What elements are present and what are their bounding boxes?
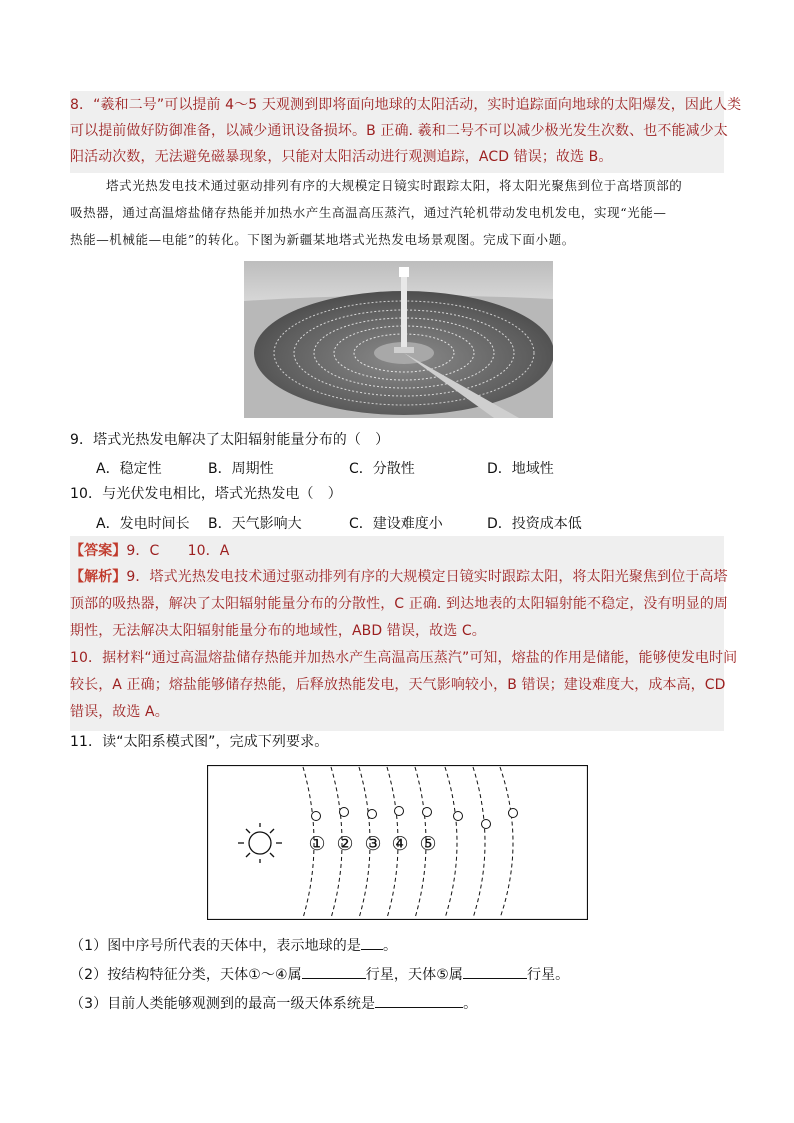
q9-option-c: C．分散性 xyxy=(349,461,415,477)
planet-6 xyxy=(454,812,463,821)
analysis-text-1: 9．塔式光热发电技术通过驱动排列有序的大规模定日镜实时跟踪太阳，将太阳光聚焦到位于高塔 xyxy=(126,569,728,585)
planet-7 xyxy=(482,820,491,829)
planet-4 xyxy=(395,807,404,816)
analysis-line-3: 期性，无法解决太阳辐射能量分布的地域性，ABD 错误，故选 C。 xyxy=(70,623,486,639)
q11-sub1 xyxy=(70,933,397,959)
q11-sub3-blank[interactable] xyxy=(375,993,463,1008)
q10-stem: 10．与光伏发电相比，塔式光热发电（ ） xyxy=(70,486,342,502)
label-2: ② xyxy=(336,833,354,855)
q11-sub3 xyxy=(70,991,477,1017)
q8-line-2: 可以提前做好防御准备，以减少通讯设备损坏。B 正确. 羲和二号不可以减少极光发生次数、也不能减少太 xyxy=(70,123,728,139)
q10-option-c: C．建设难度小 xyxy=(349,516,443,532)
analysis-line-1 xyxy=(70,564,728,590)
analysis-tag: 【解析】 xyxy=(70,569,127,585)
q11-sub2-text-a: （2）按结构特征分类，天体①～④属 xyxy=(70,967,302,983)
label-1: ① xyxy=(308,833,326,855)
label-5: ⑤ xyxy=(419,833,437,855)
answer-tag: 【答案】 xyxy=(70,543,127,559)
q9-option-d: D．地域性 xyxy=(487,461,554,477)
answer-text: 9．C 10．A xyxy=(126,543,230,559)
planet-5 xyxy=(423,808,432,817)
planet-1 xyxy=(312,812,321,821)
q9-option-b: B．周期性 xyxy=(208,461,274,477)
q10-option-a: A．发电时间长 xyxy=(96,516,190,532)
intro-material xyxy=(70,172,724,253)
intro-line-1: 塔式光热发电技术通过驱动排列有序的大规模定日镜实时跟踪太阳，将太阳光聚焦到位于高塔顶部的 xyxy=(106,178,683,193)
q9-option-a: A．稳定性 xyxy=(96,461,162,477)
analysis-line-4: 10．据材料“通过高温熔盐储存热能并加热水产生高温高压蒸汽”可知，熔盐的作用是储能，能够使发电时间 xyxy=(70,650,738,666)
q11-sub2-blank-1[interactable] xyxy=(302,964,366,979)
planet-2 xyxy=(340,808,349,817)
planet-8 xyxy=(509,809,518,818)
solar-tower-plant-photo xyxy=(244,261,553,418)
analysis-line-6: 错误，故选 A。 xyxy=(70,704,169,720)
q11-sub2 xyxy=(70,962,569,988)
intro-line-3: 热能—机械能—电能”的转化。下图为新疆某地塔式光热发电场景观图。完成下面小题。 xyxy=(70,232,575,247)
planet-3 xyxy=(368,810,377,819)
analysis-line-2: 顶部的吸热器，解决了太阳辐射能量分布的分散性，C 正确. 到达地表的太阳辐射能不稳定，没有明显的周 xyxy=(70,596,729,612)
q11-stem: 11．读“太阳系模式图”，完成下列要求。 xyxy=(70,734,329,750)
q8-line-1: 8．“羲和二号”可以提前 4～5 天观测到即将面向地球的太阳活动，实时追踪面向地球的太阳爆发，因此人类 xyxy=(70,97,742,113)
answer-analysis-box xyxy=(70,536,738,731)
label-3: ③ xyxy=(364,833,382,855)
q9-stem: 9．塔式光热发电解决了太阳辐射能量分布的（ ） xyxy=(70,432,390,448)
q11-sub3-text: （3）目前人类能够观测到的最高一级天体系统是 xyxy=(70,996,376,1012)
q11-sub1-end: 。 xyxy=(383,938,398,954)
q10-option-d: D．投资成本低 xyxy=(487,516,582,532)
label-4: ④ xyxy=(391,833,409,855)
q11-sub2-blank-2[interactable] xyxy=(463,964,527,979)
q10-option-b: B．天气影响大 xyxy=(208,516,302,532)
q11-sub3-end: 。 xyxy=(463,996,478,1012)
analysis-line-5: 较长，A 正确；熔盐能够储存热能，后释放热能发电，天气影响较小，B 错误；建设难度大，成本高，CD xyxy=(70,677,726,693)
intro-line-2: 吸热器，通过高温熔盐储存热能并加热水产生高温高压蒸汽，通过汽轮机带动发电机发电，实现“光能— xyxy=(70,205,667,220)
solar-system-diagram xyxy=(207,765,588,920)
q8-line-3: 阳活动次数，无法避免磁暴现象，只能对太阳活动进行观测追踪，ACD 错误；故选 B。 xyxy=(70,149,613,165)
q11-sub1-blank[interactable] xyxy=(361,935,383,950)
answer-line xyxy=(70,538,724,564)
q11-sub2-text-b: 行星，天体⑤属 xyxy=(365,967,463,983)
q11-sub2-text-c: 行星。 xyxy=(526,967,570,983)
q8-analysis xyxy=(70,91,742,173)
q11-sub1-text: （1）图中序号所代表的天体中，表示地球的是 xyxy=(70,938,362,954)
